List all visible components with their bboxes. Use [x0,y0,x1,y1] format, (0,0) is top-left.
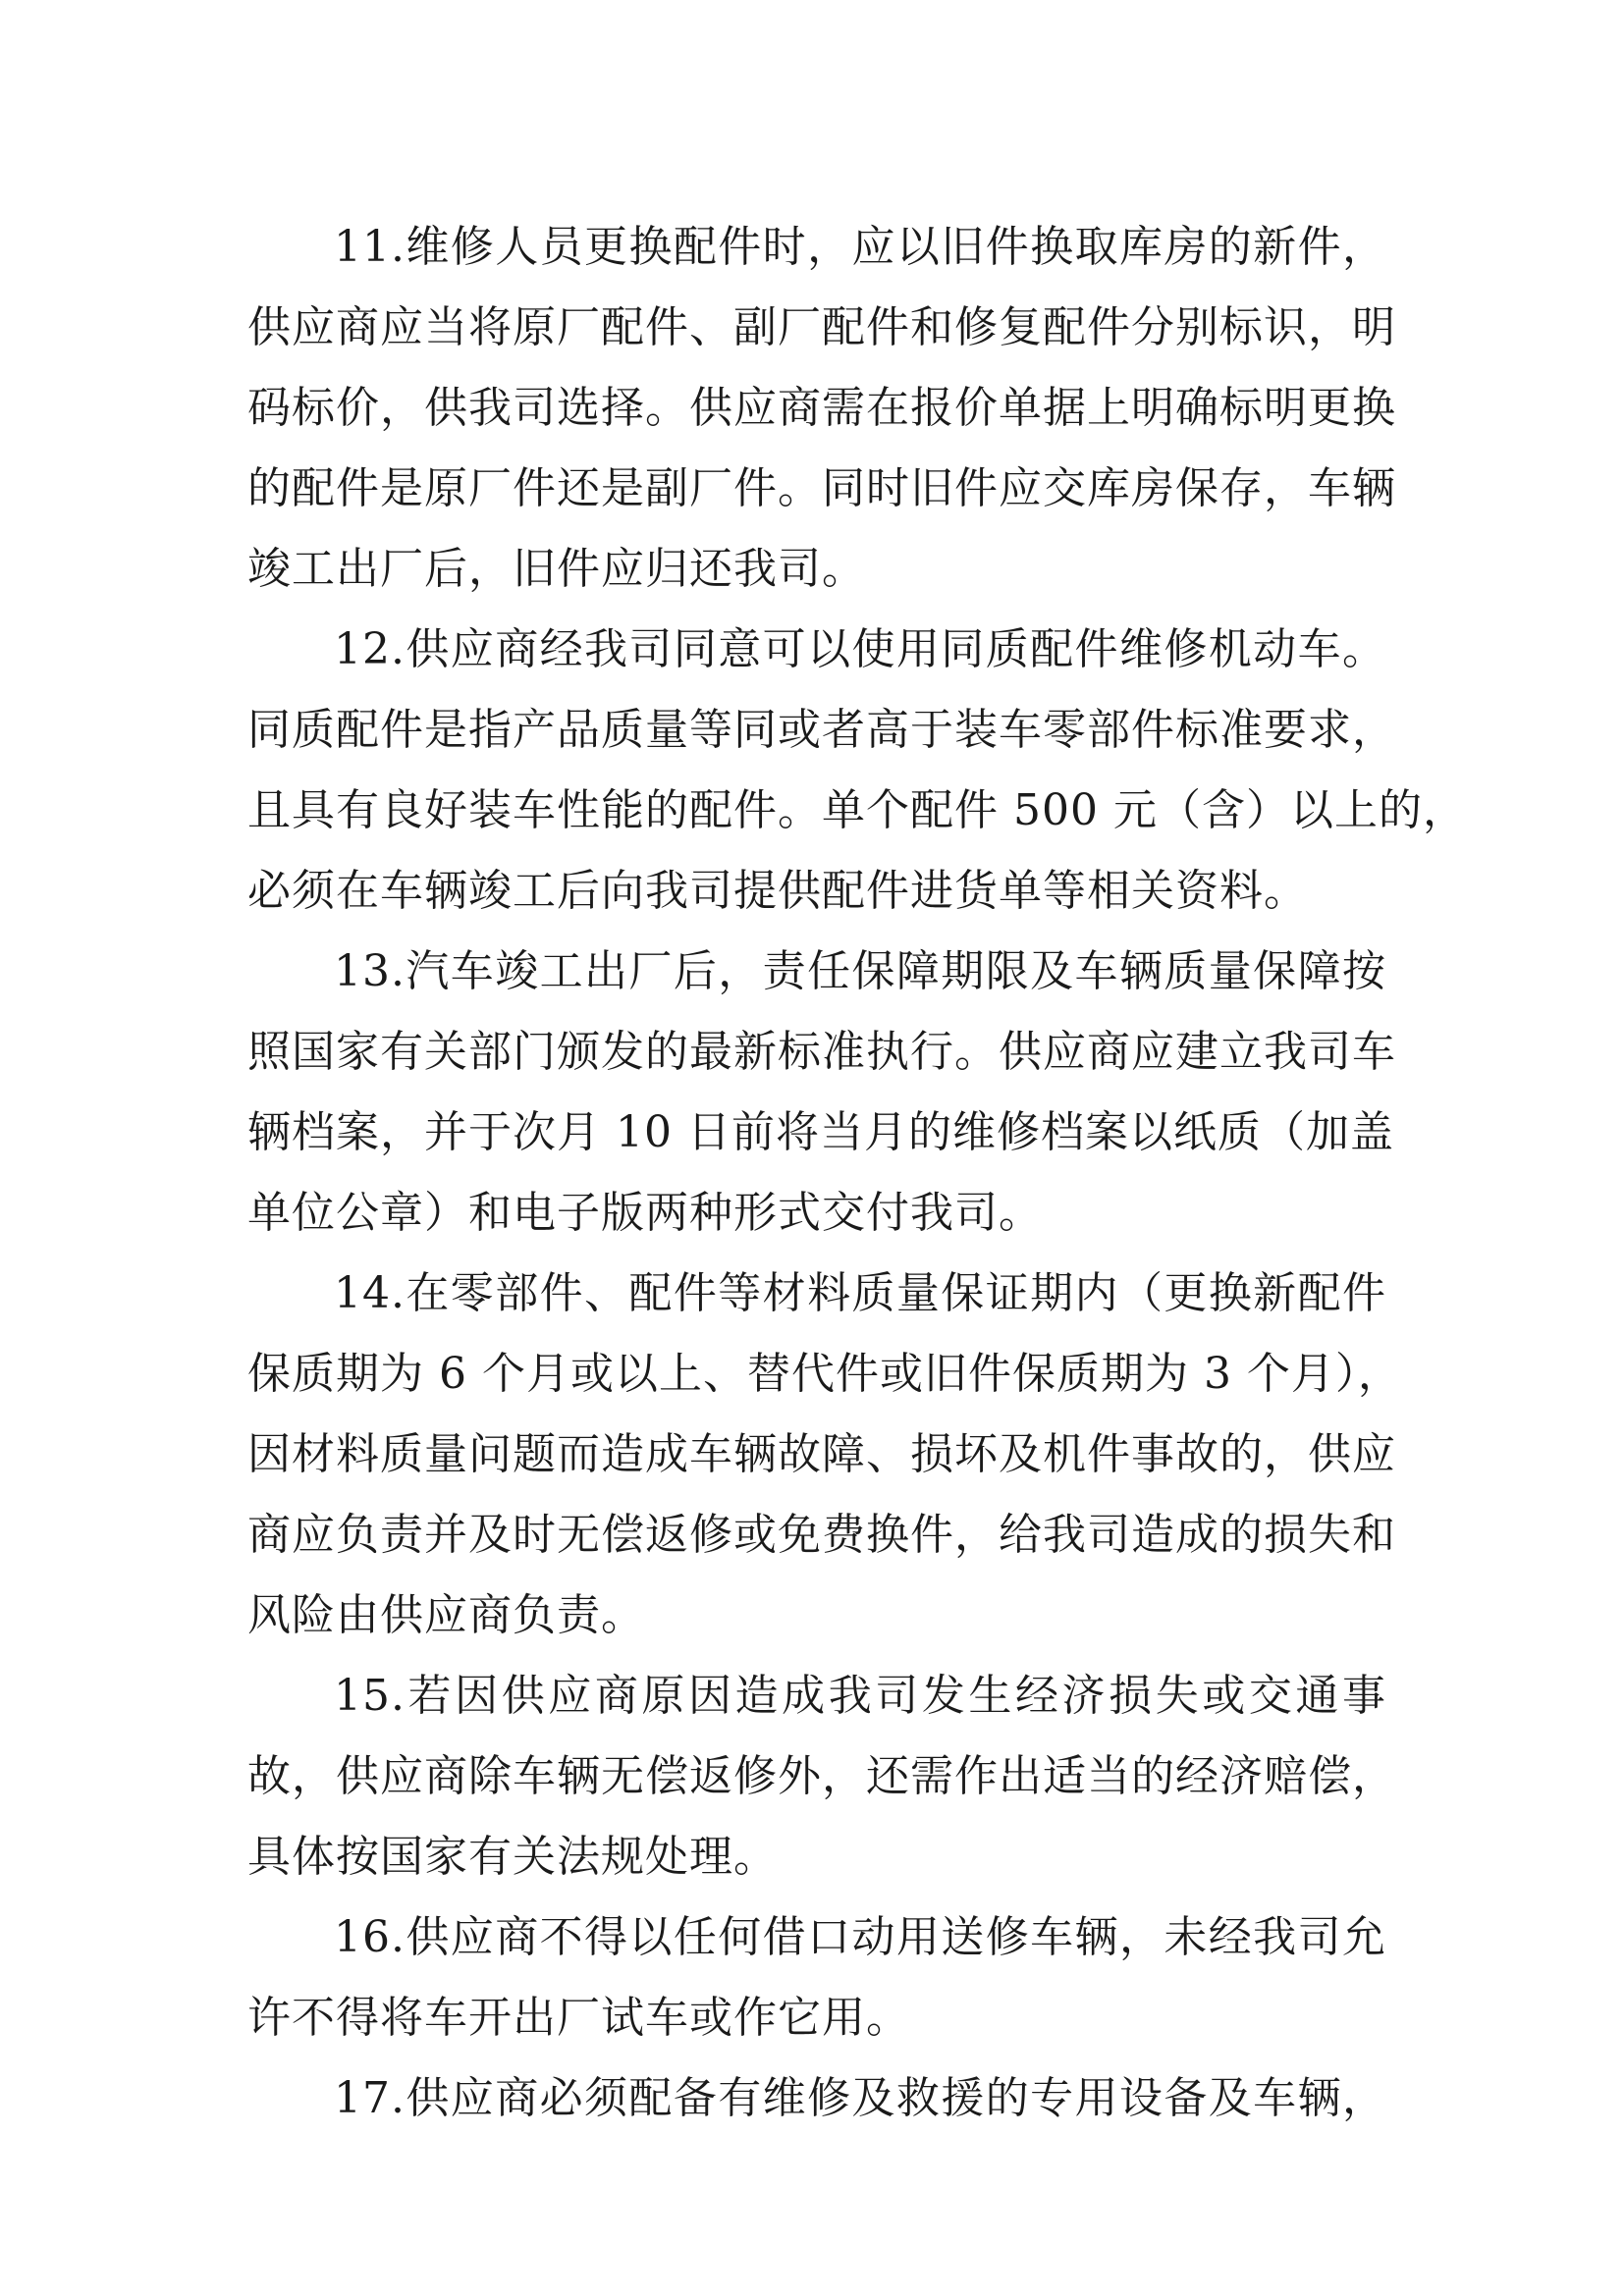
paragraph-11-line-2: 供应商应当将原厂配件、副厂配件和修复配件分别标识，明 [247,302,1396,352]
paragraph-13-line-1: 13.汽车竣工出厂后，责任保障期限及车辆质量保障按 [334,946,1386,996]
paragraph-13-line-4: 单位公章）和电子版两种形式交付我司。 [247,1188,1043,1238]
paragraph-16-line-2: 许不得将车开出厂试车或作它用。 [247,1993,910,2043]
paragraph-11-line-4: 的配件是原厂件还是副厂件。同时旧件应交库房保存，车辆 [247,463,1396,513]
paragraph-14-line-1: 14.在零部件、配件等材料质量保证期内（更换新配件 [334,1268,1386,1318]
paragraph-14-line-4: 商应负责并及时无偿返修或免费换件，给我司造成的损失和 [247,1510,1396,1560]
paragraph-14-line-5: 风险由供应商负责。 [247,1590,645,1640]
paragraph-13-line-2: 照国家有关部门颁发的最新标准执行。供应商应建立我司车 [247,1027,1396,1077]
paragraph-15-line-3: 具体按国家有关法规处理。 [247,1832,778,1882]
paragraph-14-line-3: 因材料质量问题而造成车辆故障、损坏及机件事故的，供应 [247,1429,1396,1479]
paragraph-12-line-1: 12.供应商经我司同意可以使用同质配件维修机动车。 [334,624,1386,674]
paragraph-14-line-2: 保质期为 6 个月或以上、替代件或旧件保质期为 3 个月）， [247,1349,1402,1399]
paragraph-12-line-3: 且具有良好装车性能的配件。单个配件 500 元（含）以上的， [247,785,1467,835]
paragraph-11-line-3: 码标价，供我司选择。供应商需在报价单据上明确标明更换 [247,383,1396,433]
paragraph-16-line-1: 16.供应商不得以任何借口动用送修车辆，未经我司允 [334,1912,1386,1962]
paragraph-17-line-1: 17.供应商必须配备有维修及救援的专用设备及车辆， [334,2073,1386,2123]
paragraph-13-line-3: 辆档案，并于次月 10 日前将当月的维修档案以纸质（加盖 [247,1107,1394,1157]
paragraph-15-line-1: 15.若因供应商原因造成我司发生经济损失或交通事 [334,1671,1386,1721]
paragraph-12-line-4: 必须在车辆竣工后向我司提供配件进货单等相关资料。 [247,866,1308,916]
paragraph-11-line-1: 11.维修人员更换配件时，应以旧件换取库房的新件， [334,222,1386,272]
paragraph-12-line-2: 同质配件是指产品质量等同或者高于装车零部件标准要求， [247,705,1396,755]
paragraph-15-line-2: 故，供应商除车辆无偿返修外，还需作出适当的经济赔偿， [247,1751,1396,1801]
paragraph-11-line-5: 竣工出厂后，旧件应归还我司。 [247,544,866,594]
